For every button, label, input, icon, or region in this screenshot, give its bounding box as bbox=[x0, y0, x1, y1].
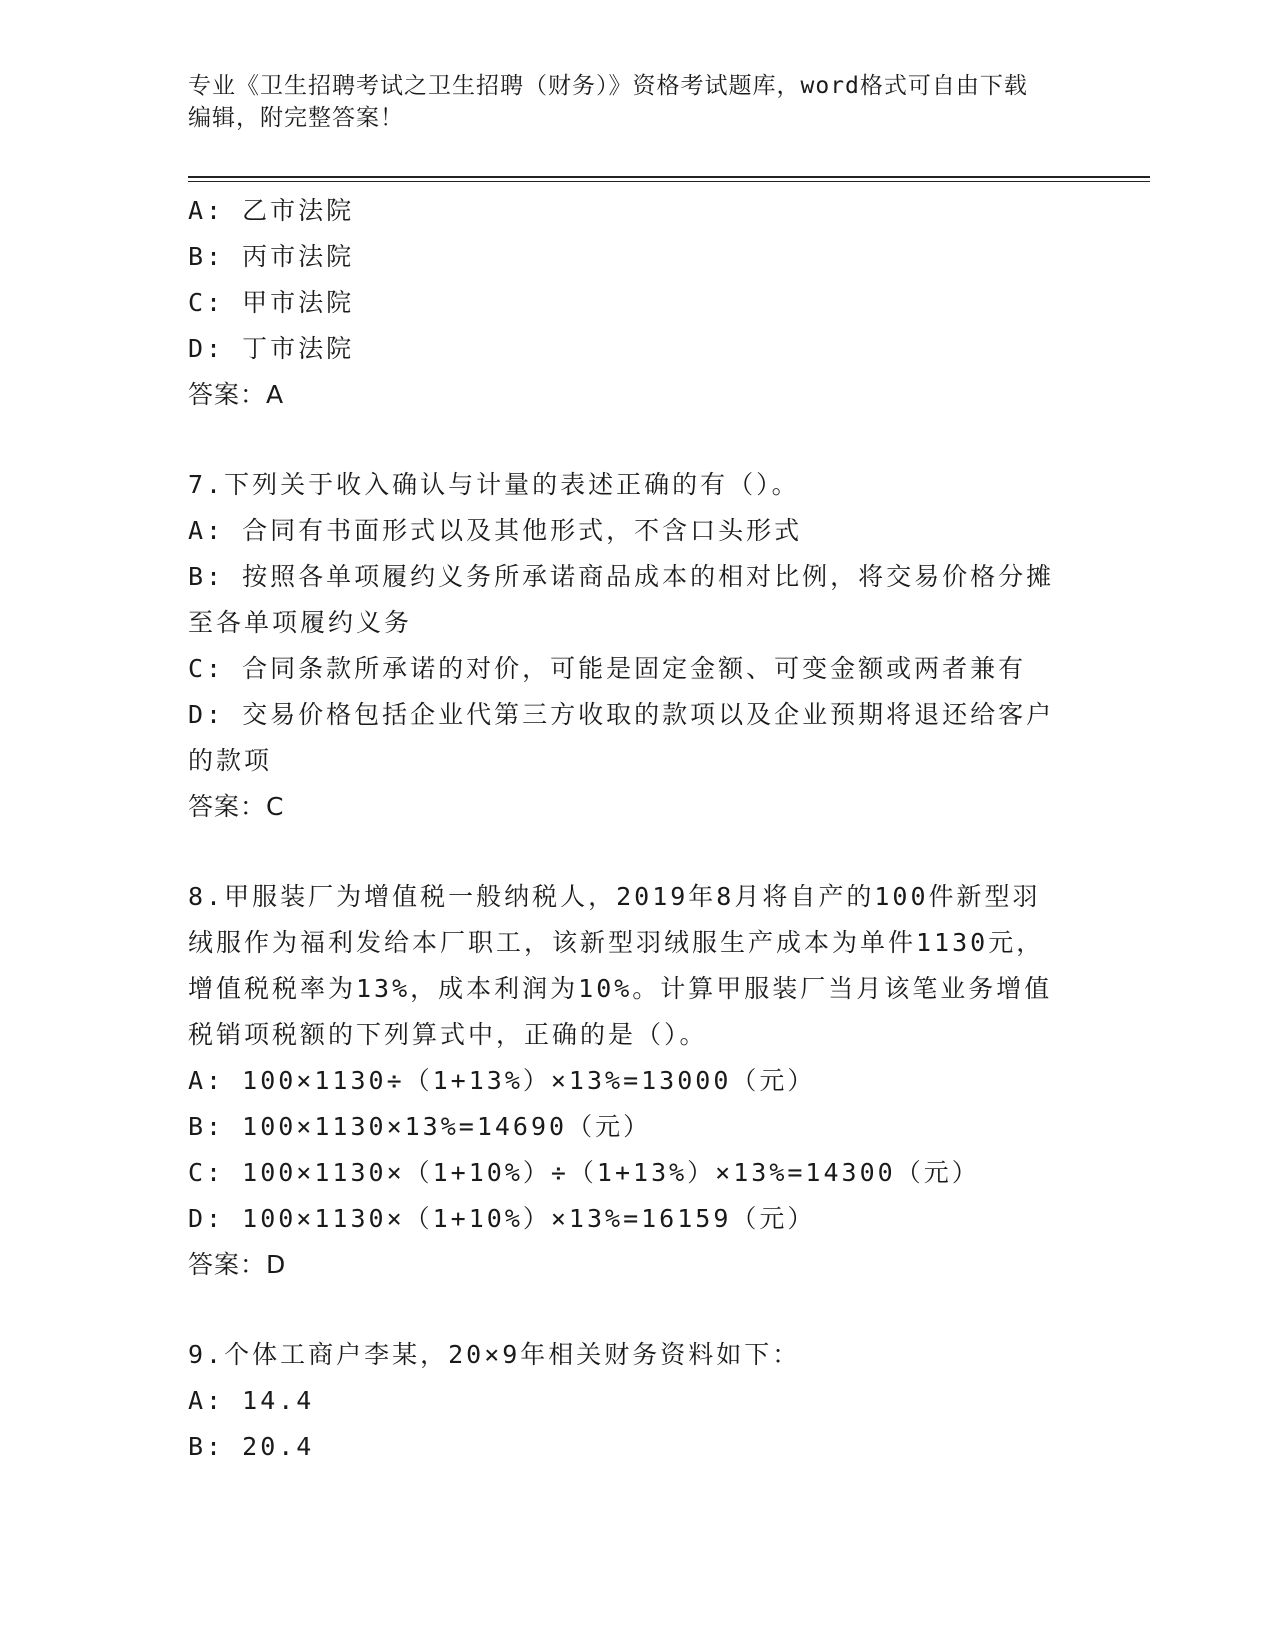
q7-option-a: A: 合同有书面形式以及其他形式，不含口头形式 bbox=[188, 516, 803, 545]
q6-option-a: A: 乙市法院 bbox=[188, 196, 355, 225]
q7-option-d-line-2: 的款项 bbox=[188, 746, 273, 775]
q7-answer: 答案：C bbox=[188, 792, 285, 821]
header-divider-thick bbox=[188, 176, 1150, 178]
header-line-1: 专业《卫生招聘考试之卫生招聘（财务）》资格考试题库，word格式可自由下载 bbox=[188, 73, 1028, 99]
q7-option-d-line-1: D: 交易价格包括企业代第三方收取的款项以及企业预期将退还给客户 bbox=[188, 700, 1055, 729]
spacer bbox=[188, 830, 1088, 874]
question-9-block bbox=[188, 1332, 1088, 1470]
q8-stem-line-4: 税销项税额的下列算式中，正确的是（）。 bbox=[188, 1020, 708, 1049]
q6-option-d: D: 丁市法院 bbox=[188, 334, 355, 363]
header-divider-thin bbox=[188, 181, 1150, 182]
q8-stem-line-1: 8.甲服装厂为增值税一般纳税人，2019年8月将自产的100件新型羽 bbox=[188, 882, 1041, 911]
q8-option-a: A: 100×1130÷（1+13%）×13%=13000（元） bbox=[188, 1066, 816, 1095]
q7-option-b-line-2: 至各单项履约义务 bbox=[188, 608, 413, 637]
question-list bbox=[188, 188, 1088, 1470]
q6-option-c: C: 甲市法院 bbox=[188, 288, 355, 317]
q8-option-c: C: 100×1130×（1+10%）÷（1+13%）×13%=14300（元） bbox=[188, 1158, 980, 1187]
q8-stem-line-2: 绒服作为福利发给本厂职工，该新型羽绒服生产成本为单件1130元， bbox=[188, 928, 1045, 957]
question-6-block bbox=[188, 188, 1088, 418]
q6-answer: 答案：A bbox=[188, 380, 285, 409]
q6-option-b: B: 丙市法院 bbox=[188, 242, 355, 271]
q9-option-b: B: 20.4 bbox=[188, 1432, 315, 1461]
header-line-2: 编辑，附完整答案！ bbox=[188, 105, 404, 131]
q7-stem: 7.下列关于收入确认与计量的表述正确的有（）。 bbox=[188, 470, 800, 499]
question-7-block bbox=[188, 462, 1088, 830]
q9-option-a: A: 14.4 bbox=[188, 1386, 315, 1415]
document-header bbox=[188, 70, 1088, 134]
q8-stem-line-3: 增值税税率为13%，成本利润为10%。计算甲服装厂当月该笔业务增值 bbox=[188, 974, 1053, 1003]
q8-option-b: B: 100×1130×13%=14690（元） bbox=[188, 1112, 652, 1141]
q7-option-b-line-1: B: 按照各单项履约义务所承诺商品成本的相对比例，将交易价格分摊 bbox=[188, 562, 1055, 591]
q8-option-d: D: 100×1130×（1+10%）×13%=16159（元） bbox=[188, 1204, 816, 1233]
question-8-block bbox=[188, 874, 1088, 1288]
q9-stem: 9.个体工商户李某，20×9年相关财务资料如下： bbox=[188, 1340, 801, 1369]
q7-option-c: C: 合同条款所承诺的对价，可能是固定金额、可变金额或两者兼有 bbox=[188, 654, 1027, 683]
spacer bbox=[188, 1288, 1088, 1332]
q8-answer: 答案：D bbox=[188, 1250, 287, 1279]
spacer bbox=[188, 418, 1088, 462]
